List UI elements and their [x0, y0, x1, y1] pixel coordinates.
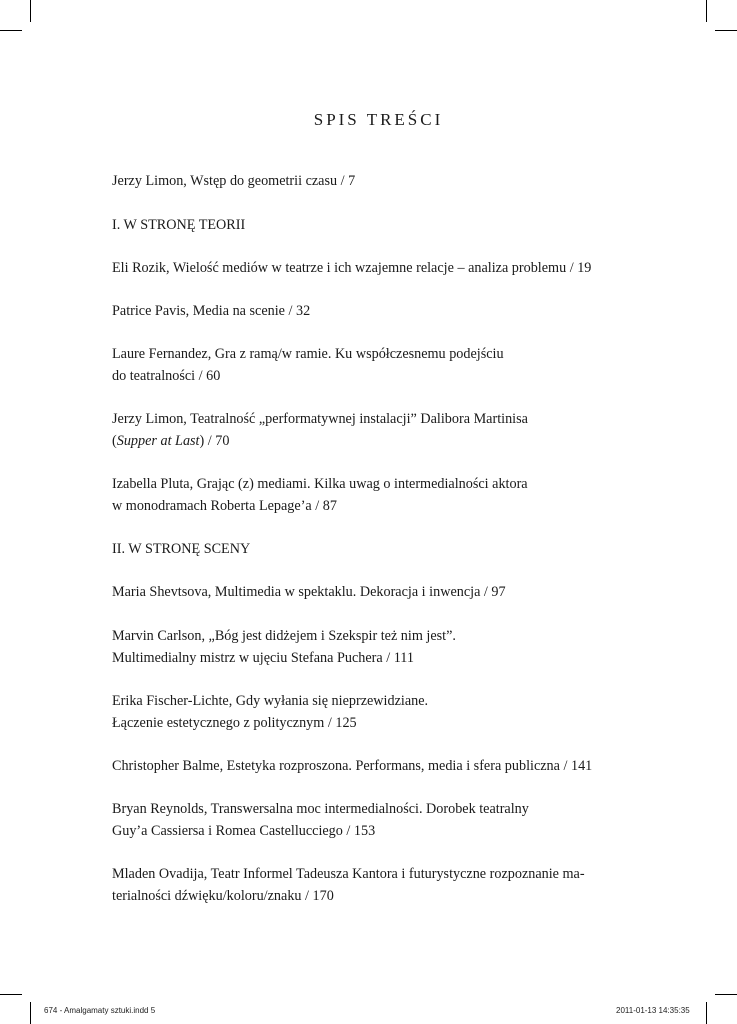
entry-text: Maria Shevtsova, Multimedia w spektaklu. Dekoracja i inwencja / 97: [112, 584, 506, 600]
entry-line-1: Erika Fischer-Lichte, Gdy wyłania się nieprzewidziane.: [112, 693, 429, 709]
toc-entry-rozik: [112, 257, 612, 279]
toc-entry-fernandez: [112, 343, 612, 387]
entry-line-2: do teatralności / 60: [112, 368, 221, 384]
crop-mark-top-left-h: [0, 30, 22, 31]
entry-line-2: w monodramach Roberta Lepage’a / 87: [112, 498, 337, 514]
entry-line-2: Multimedialny mistrz w ujęciu Stefana Puchera / 111: [112, 650, 414, 666]
entry-text: II. W STRONĘ SCENY: [112, 541, 251, 557]
entry-text: Eli Rozik, Wielość mediów w teatrze i ich wzajemne relacje – analiza problemu / 19: [112, 260, 592, 276]
toc-entry-carlson: [112, 625, 612, 669]
crop-mark-bottom-left-h: [0, 994, 22, 995]
entry-line-1: Marvin Carlson, „Bóg jest didżejem i Szekspir też nim jest”.: [112, 628, 456, 644]
entry-line-2: Łączenie estetycznego z politycznym / 125: [112, 715, 357, 731]
entry-line-2-post: ) / 70: [199, 433, 230, 449]
page-title: SPIS TREŚCI: [313, 110, 444, 129]
entry-line-1: Bryan Reynolds, Transwersalna moc intermedialności. Dorobek teatralny: [112, 801, 529, 817]
crop-mark-bottom-right-h: [715, 994, 737, 995]
entry-text: I. W STRONĘ TEORII: [112, 217, 246, 233]
toc-entry-fischer-lichte: [112, 690, 612, 734]
toc-entry-pluta: [112, 473, 612, 517]
footer-file-name: 674 - Amalgamaty sztuki.indd 5: [44, 1006, 156, 1015]
entry-line-1: Jerzy Limon, Teatralność „performatywnej instalacji” Dalibora Martinisa: [112, 411, 528, 427]
entry-line-2-pre: (: [112, 433, 117, 449]
toc-entry-ovadija: [112, 863, 612, 907]
entry-line-1: Mladen Ovadija, Teatr Informel Tadeusza Kantora i futurystyczne rozpoznanie ma-: [112, 866, 585, 882]
crop-mark-bottom-right-v: [706, 1002, 707, 1024]
entry-line-2: terialności dźwięku/koloru/znaku / 170: [112, 888, 334, 904]
toc-entry-shevtsova: [112, 581, 612, 603]
entry-line-2: Guy’a Cassiersa i Romea Castellucciego / 153: [112, 823, 376, 839]
entry-line-1: Laure Fernandez, Gra z ramą/w ramie. Ku współczesnemu podejściu: [112, 346, 504, 362]
toc-entry-balme: [112, 755, 612, 777]
entry-text: Christopher Balme, Estetyka rozproszona. Performans, media i sfera publiczna / 141: [112, 758, 593, 774]
entry-line-1: Izabella Pluta, Grając (z) mediami. Kilka uwag o intermedialności aktora: [112, 476, 528, 492]
toc-entry-reynolds: [112, 798, 612, 842]
section-heading-stage: [112, 538, 612, 560]
footer-timestamp: 2011-01-13 14:35:35: [616, 1006, 690, 1015]
crop-mark-bottom-left-v: [30, 1002, 31, 1024]
toc-entry-intro: [112, 170, 612, 192]
toc-entry-limon-2: [112, 408, 612, 452]
entry-text: Jerzy Limon, Wstęp do geometrii czasu / 7: [112, 173, 356, 189]
section-heading-theory: [112, 214, 612, 236]
toc-entry-pavis: [112, 300, 612, 322]
crop-mark-top-left-v: [30, 0, 31, 22]
crop-mark-top-right-v: [706, 0, 707, 22]
entry-text: Patrice Pavis, Media na scenie / 32: [112, 303, 311, 319]
crop-mark-top-right-h: [715, 30, 737, 31]
entry-line-2-italic: Supper at Last: [116, 433, 200, 449]
entry-line-2: [112, 430, 612, 452]
